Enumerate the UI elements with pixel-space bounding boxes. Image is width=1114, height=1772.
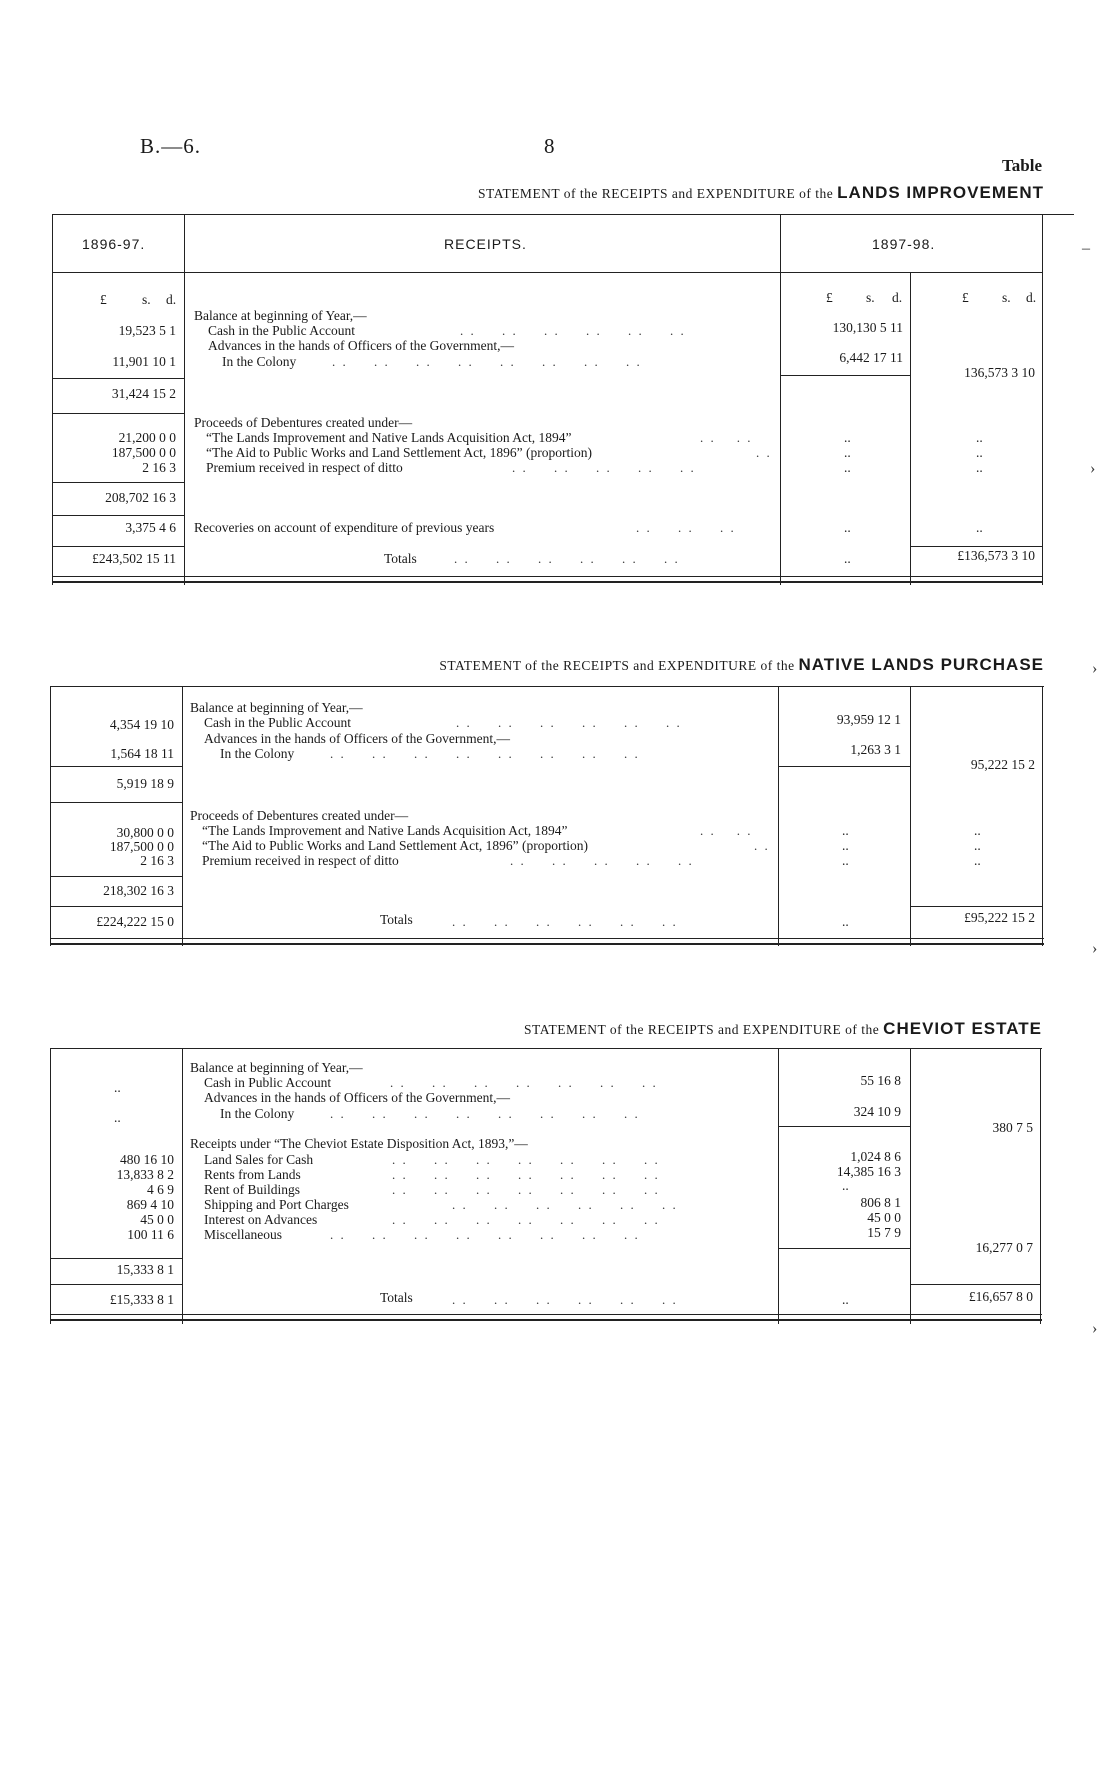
value-prev: 21,200 0 0: [118, 430, 176, 445]
unit-pound: £: [962, 290, 969, 305]
unit-shillings: s.: [142, 292, 151, 307]
row-label: Premium received in respect of ditto: [206, 460, 403, 475]
section-3-title: STATEMENT of the RECEIPTS and EXPENDITURE of the CHEVIOT ESTATE: [524, 1019, 1042, 1038]
value-prev: 100 11 6: [127, 1227, 174, 1242]
value-prev: 11,901 10 1: [112, 354, 176, 369]
value-curr: 6,442 17 11: [839, 350, 903, 365]
value-curr: 1,263 3 1: [850, 742, 901, 757]
row-label: Cash in Public Account: [204, 1075, 332, 1090]
value-curr: ..: [842, 853, 849, 868]
unit-shillings: s.: [866, 290, 875, 305]
row-label: “The Aid to Public Works and Land Settlement Act, 1896” (proportion): [206, 445, 592, 460]
value-prev: 4 6 9: [147, 1182, 174, 1197]
margin-mark: ›: [1092, 940, 1098, 957]
value-curr: 45 0 0: [867, 1210, 901, 1225]
value-prev: 187,500 0 0: [111, 445, 176, 460]
value-total: 95,222 15 2: [970, 757, 1035, 772]
section-1-title: STATEMENT of the RECEIPTS and EXPENDITURE of the LANDS IMPROVEMENT: [478, 183, 1044, 202]
row-label: Interest on Advances: [204, 1212, 318, 1227]
totals-label: Totals: [384, 551, 417, 566]
value-total: ..: [974, 823, 981, 838]
row-label: Cash in the Public Account: [208, 323, 355, 338]
balance-heading: Balance at beginning of Year,—: [190, 700, 363, 715]
totals-prev: £224,222 15 0: [96, 914, 174, 929]
totals-curr: £16,657 8 0: [968, 1289, 1033, 1304]
row-label: Recoveries on account of expenditure of previous years: [194, 520, 495, 535]
totals-curr: £136,573 3 10: [957, 548, 1035, 563]
value-curr: ..: [842, 1178, 849, 1193]
margin-mark: ›: [1090, 460, 1096, 477]
advances-heading: Advances in the hands of Officers of the Government,—: [204, 1090, 511, 1105]
value-curr: 93,959 12 1: [836, 712, 901, 727]
row-label: “The Lands Improvement and Native Lands Acquisition Act, 1894”: [202, 823, 568, 838]
totals-curr-empty: ..: [842, 914, 849, 929]
value-prev: ..: [114, 1110, 121, 1125]
value-prev: 13,833 8 2: [116, 1167, 174, 1182]
value-total: ..: [976, 430, 983, 445]
page-number: 8: [544, 134, 555, 158]
column-header-receipts: RECEIPTS.: [444, 236, 527, 252]
value-total: 16,277 0 7: [975, 1240, 1033, 1255]
value-total: ..: [976, 520, 983, 535]
subtotal-prev: 5,919 18 9: [116, 776, 174, 791]
advances-heading: Advances in the hands of Officers of the Government,—: [208, 338, 515, 353]
totals-label: Totals: [380, 912, 413, 927]
row-label: In the Colony: [220, 1106, 295, 1121]
value-total: ..: [976, 460, 983, 475]
totals-curr: £95,222 15 2: [964, 910, 1035, 925]
row-label: Shipping and Port Charges: [204, 1197, 349, 1212]
subtotal-prev: 31,424 15 2: [111, 386, 176, 401]
value-curr: 14,385 16 3: [836, 1164, 901, 1179]
value-prev: 869 4 10: [126, 1197, 174, 1212]
unit-pound: £: [100, 292, 107, 307]
value-curr: ..: [844, 460, 851, 475]
margin-mark: ›: [1092, 1320, 1098, 1337]
value-total: ..: [974, 838, 981, 853]
value-prev: 4,354 19 10: [109, 717, 174, 732]
section-2-title: STATEMENT of the RECEIPTS and EXPENDITURE of the NATIVE LANDS PURCHASE: [439, 655, 1044, 674]
margin-mark: ›: [1092, 660, 1098, 677]
column-header-current-year: 1897-98.: [872, 236, 936, 252]
value-curr: 130,130 5 11: [832, 320, 903, 335]
unit-pound: £: [826, 290, 833, 305]
value-prev: 480 16 10: [120, 1152, 174, 1167]
row-label: Miscellaneous: [204, 1227, 282, 1242]
value-curr: ..: [844, 445, 851, 460]
value-total: ..: [976, 445, 983, 460]
value-prev: 2 16 3: [142, 460, 176, 475]
value-curr: ..: [842, 823, 849, 838]
row-label: Rent of Buildings: [204, 1182, 301, 1197]
value-curr: 806 8 1: [860, 1195, 901, 1210]
row-label: Premium received in respect of ditto: [202, 853, 399, 868]
table-label: Table: [1001, 156, 1042, 175]
unit-pence: d.: [892, 290, 903, 305]
row-label: Land Sales for Cash: [204, 1152, 314, 1167]
totals-prev: £243,502 15 11: [92, 551, 176, 566]
row-label: In the Colony: [220, 746, 295, 761]
row-label: Rents from Lands: [204, 1167, 301, 1182]
value-curr: ..: [842, 838, 849, 853]
balance-heading: Balance at beginning of Year,—: [194, 308, 367, 323]
proceeds-heading: Proceeds of Debentures created under—: [194, 415, 413, 430]
value-total: 136,573 3 10: [964, 365, 1035, 380]
row-label: Cash in the Public Account: [204, 715, 351, 730]
value-curr: 1,024 8 6: [850, 1149, 901, 1164]
balance-heading: Balance at beginning of Year,—: [190, 1060, 363, 1075]
value-curr: ..: [844, 520, 851, 535]
proceeds-heading: Proceeds of Debentures created under—: [190, 808, 409, 823]
totals-curr-empty: ..: [844, 551, 851, 566]
value-total: ..: [974, 853, 981, 868]
unit-pence: d.: [166, 292, 177, 307]
value-prev: 187,500 0 0: [109, 839, 174, 854]
value-prev: 1,564 18 11: [110, 746, 174, 761]
value-prev: 30,800 0 0: [116, 825, 174, 840]
totals-label: Totals: [380, 1290, 413, 1305]
report-reference: B.—6.: [140, 134, 202, 158]
value-prev: 2 16 3: [140, 853, 174, 868]
subtotal-prev: 15,333 8 1: [116, 1262, 174, 1277]
receipts-heading: Receipts under “The Cheviot Estate Disposition Act, 1893,”—: [190, 1136, 528, 1151]
row-label: “The Lands Improvement and Native Lands Acquisition Act, 1894”: [206, 430, 572, 445]
value-curr: 324 10 9: [853, 1104, 901, 1119]
row-label: In the Colony: [222, 354, 297, 369]
value-prev: ..: [114, 1080, 121, 1095]
totals-prev: £15,333 8 1: [109, 1292, 174, 1307]
advances-heading: Advances in the hands of Officers of the Government,—: [204, 731, 511, 746]
value-curr: 55 16 8: [860, 1073, 901, 1088]
margin-mark: –: [1082, 240, 1090, 257]
value-curr: 15 7 9: [867, 1225, 901, 1240]
unit-pence: d.: [1026, 290, 1037, 305]
row-label: “The Aid to Public Works and Land Settlement Act, 1896” (proportion): [202, 838, 588, 853]
value-prev: 45 0 0: [140, 1212, 174, 1227]
subtotal-prev: 208,702 16 3: [105, 490, 176, 505]
value-curr: ..: [844, 430, 851, 445]
subtotal-prev: 218,302 16 3: [103, 883, 174, 898]
totals-curr-empty: ..: [842, 1292, 849, 1307]
value-prev: 19,523 5 1: [118, 323, 176, 338]
value-prev: 3,375 4 6: [125, 520, 176, 535]
unit-shillings: s.: [1002, 290, 1011, 305]
column-header-prev-year: 1896-97.: [82, 236, 146, 252]
value-total: 380 7 5: [992, 1120, 1033, 1135]
